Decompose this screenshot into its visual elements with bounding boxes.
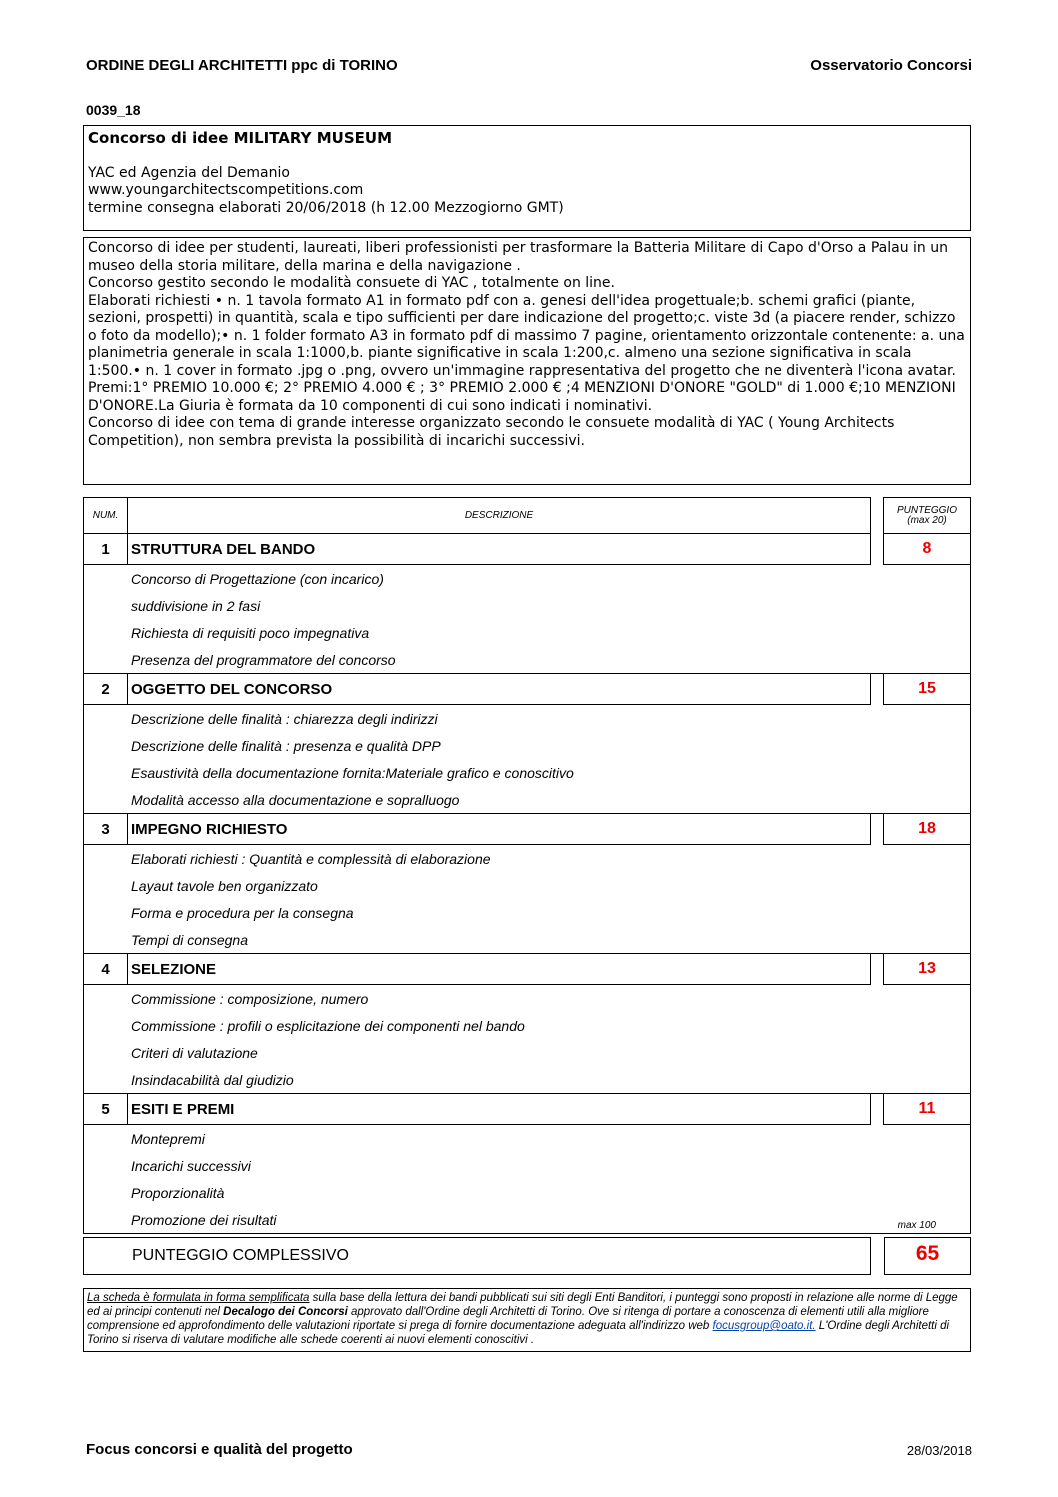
criterion-text: Commissione : profili o esplicitazione dei componenti nel bando bbox=[84, 1012, 971, 1039]
criterion-row bbox=[84, 845, 971, 873]
category-row bbox=[84, 1094, 971, 1125]
criterion-row bbox=[84, 565, 971, 593]
criterion-text: Presenza del programmatore del concorso bbox=[84, 646, 971, 674]
criterion-row bbox=[84, 985, 971, 1013]
criterion-text: Elaborati richiesti : Quantità e complessità di elaborazione bbox=[84, 845, 971, 873]
col-score-label: PUNTEGGIO bbox=[896, 504, 957, 516]
criterion-row bbox=[84, 872, 971, 899]
criterion-text: suddivisione in 2 fasi bbox=[84, 592, 971, 619]
note-text: sulla base della lettura dei bandi pubblicati sui siti degli Enti Banditori, i punteggi sono proposti in relazione alle norme di Legge ed ai principi contenuti nel bbox=[87, 1292, 958, 1318]
category-score: 8 bbox=[884, 534, 971, 565]
criterion-row bbox=[84, 759, 971, 786]
col-score-max: (max 20) bbox=[907, 514, 947, 526]
criterion-row bbox=[84, 1179, 971, 1206]
description-box bbox=[83, 237, 971, 485]
criterion-row bbox=[84, 1206, 971, 1234]
criterion-text: Tempi di consegna bbox=[84, 926, 971, 954]
criterion-text: Insindacabilità dal giudizio bbox=[84, 1066, 971, 1094]
category-row bbox=[84, 534, 971, 565]
category-label: OGGETTO DEL CONCORSO bbox=[128, 674, 871, 705]
competition-website: www.youngarchitectscompetitions.com bbox=[88, 182, 364, 198]
criterion-text: Commissione : composizione, numero bbox=[84, 985, 971, 1013]
criterion-text: Richiesta di requisiti poco impegnativa bbox=[84, 619, 971, 646]
disclaimer-note bbox=[83, 1288, 971, 1352]
criterion-row bbox=[84, 1125, 971, 1153]
criterion-text: Descrizione delle finalità : chiarezza degli indirizzi bbox=[84, 705, 971, 733]
criterion-text: Esaustività della documentazione fornita:Materiale grafico e conoscitivo bbox=[84, 759, 971, 786]
category-score: 13 bbox=[884, 954, 971, 985]
category-number: 3 bbox=[84, 814, 128, 845]
criterion-row bbox=[84, 619, 971, 646]
total-value: 65 bbox=[915, 1242, 940, 1265]
criterion-row bbox=[84, 899, 971, 926]
criterion-row bbox=[84, 646, 971, 674]
competition-info-box bbox=[83, 125, 971, 231]
category-label: ESITI E PREMI bbox=[128, 1094, 871, 1125]
criterion-text: Modalità accesso alla documentazione e sopralluogo bbox=[84, 786, 971, 814]
competition-title: Concorso di idee MILITARY MUSEUM bbox=[88, 129, 392, 147]
note-bold: Decalogo dei Concorsi bbox=[223, 1306, 348, 1318]
criterion-text: Incarichi successivi bbox=[84, 1152, 971, 1179]
criterion-text: Promozione dei risultati bbox=[84, 1206, 971, 1234]
note-text: L'Ordine degli Architetti di Torino si riserva di valutare modifiche alle schede coerenti ai nuovi elementi conoscitivi . bbox=[87, 1320, 950, 1346]
note-underlined: La scheda è formulata in forma semplificata bbox=[87, 1292, 310, 1304]
criterion-row bbox=[84, 1012, 971, 1039]
description-paragraph: Elaborati richiesti • n. 1 tavola formato A1 in formato pdf con a. genesi dell'idea progettuale;b. schemi grafici (piante, sezioni, prospetti) in quantità, scala e tipo sufficienti per dare indicazione del progetto;c. viste 3d (a piacere render, schizzo o foto da modello);• n. 1 folder formato A3 in formato pdf di massimo 7 pagine, orientamento orizzontale contenente: a. una planimetria generale in scala 1:1000,b. piante significative in scala 1:200,c. almeno una sezione significativa in scala 1:500.• n. 1 cover in formato .jpg o .png, ovvero un'immagine rappresentativa del progetto che ne diventerà l'icona avatar. bbox=[88, 292, 965, 379]
category-score: 15 bbox=[884, 674, 971, 705]
category-row bbox=[84, 954, 971, 985]
footer-date: 28/03/2018 bbox=[906, 1443, 972, 1458]
competition-organizer: YAC ed Agenzia del Demanio bbox=[88, 164, 290, 181]
email-link[interactable]: focusgroup@oato.it. bbox=[712, 1320, 816, 1332]
category-label: SELEZIONE bbox=[128, 954, 871, 985]
category-number: 2 bbox=[84, 674, 128, 705]
category-number: 1 bbox=[84, 534, 128, 565]
col-score-header bbox=[884, 498, 971, 534]
criterion-row bbox=[84, 1066, 971, 1094]
total-label: PUNTEGGIO COMPLESSIVO bbox=[132, 1247, 349, 1264]
category-label: STRUTTURA DEL BANDO bbox=[128, 534, 871, 565]
score-table bbox=[83, 497, 971, 1234]
description-paragraph: Concorso gestito secondo le modalità consuete di YAC , totalmente on line. bbox=[88, 275, 615, 291]
col-desc-header: DESCRIZIONE bbox=[128, 498, 871, 534]
section-name: Osservatorio Concorsi bbox=[810, 57, 972, 74]
criterion-row bbox=[84, 732, 971, 759]
description-paragraph: Concorso di idee per studenti, laureati, liberi professionisti per trasformare la Batteria Militare di Capo d'Orso a Palau in un museo della storia militare, della marina e della navigazione . bbox=[88, 240, 948, 274]
criterion-row bbox=[84, 1152, 971, 1179]
competition-deadline: termine consegna elaborati 20/06/2018 (h 12.00 Mezzogiorno GMT) bbox=[88, 199, 564, 216]
category-label: IMPEGNO RICHIESTO bbox=[128, 814, 871, 845]
criterion-row bbox=[84, 705, 971, 733]
criterion-text: Proporzionalità bbox=[84, 1179, 971, 1206]
note-text: approvato dall'Ordine degli Architetti di Torino. Ove si ritenga di portare a conoscenza di elementi utili alla migliore comprensione ed approfondimento delle valutazioni riportate si prega di fornire documentazione adeguata all'indirizzo web bbox=[87, 1306, 929, 1332]
org-name: ORDINE DEGLI ARCHITETTI ppc di TORINO bbox=[86, 57, 398, 74]
criterion-row bbox=[84, 926, 971, 954]
description-paragraph: Premi:1° PREMIO 10.000 €; 2° PREMIO 4.000 € ; 3° PREMIO 2.000 € ;4 MENZIONI D'ONORE "GOLD" di 1.000 €;10 MENZIONI D'ONORE.La Giuria è formata da 10 componenti di cui sono indicati i nominativi. bbox=[88, 380, 956, 414]
col-num-header: NUM. bbox=[84, 498, 128, 534]
criterion-text: Layaut tavole ben organizzato bbox=[84, 872, 971, 899]
max-score-label: max 100 bbox=[897, 1220, 936, 1231]
description-paragraph: Concorso di idee con tema di grande interesse organizzato secondo le consuete modalità di YAC ( Young Architects Competition), non sembra prevista la possibilità di incarichi successivi. bbox=[88, 415, 895, 449]
category-number: 5 bbox=[84, 1094, 128, 1125]
category-score: 11 bbox=[884, 1094, 971, 1125]
footer-title: Focus concorsi e qualità del progetto bbox=[86, 1441, 353, 1458]
category-score: 18 bbox=[884, 814, 971, 845]
criterion-text: Forma e procedura per la consegna bbox=[84, 899, 971, 926]
criterion-text: Concorso di Progettazione (con incarico) bbox=[84, 565, 971, 593]
competition-code: 0039_18 bbox=[86, 102, 141, 118]
criterion-row bbox=[84, 1039, 971, 1066]
criterion-text: Criteri di valutazione bbox=[84, 1039, 971, 1066]
category-number: 4 bbox=[84, 954, 128, 985]
criterion-row bbox=[84, 786, 971, 814]
criterion-text: Descrizione delle finalità : presenza e qualità DPP bbox=[84, 732, 971, 759]
criterion-row bbox=[84, 592, 971, 619]
category-row bbox=[84, 674, 971, 705]
table-header-row bbox=[84, 498, 971, 534]
category-row bbox=[84, 814, 971, 845]
criterion-text: Montepremi bbox=[84, 1125, 971, 1153]
